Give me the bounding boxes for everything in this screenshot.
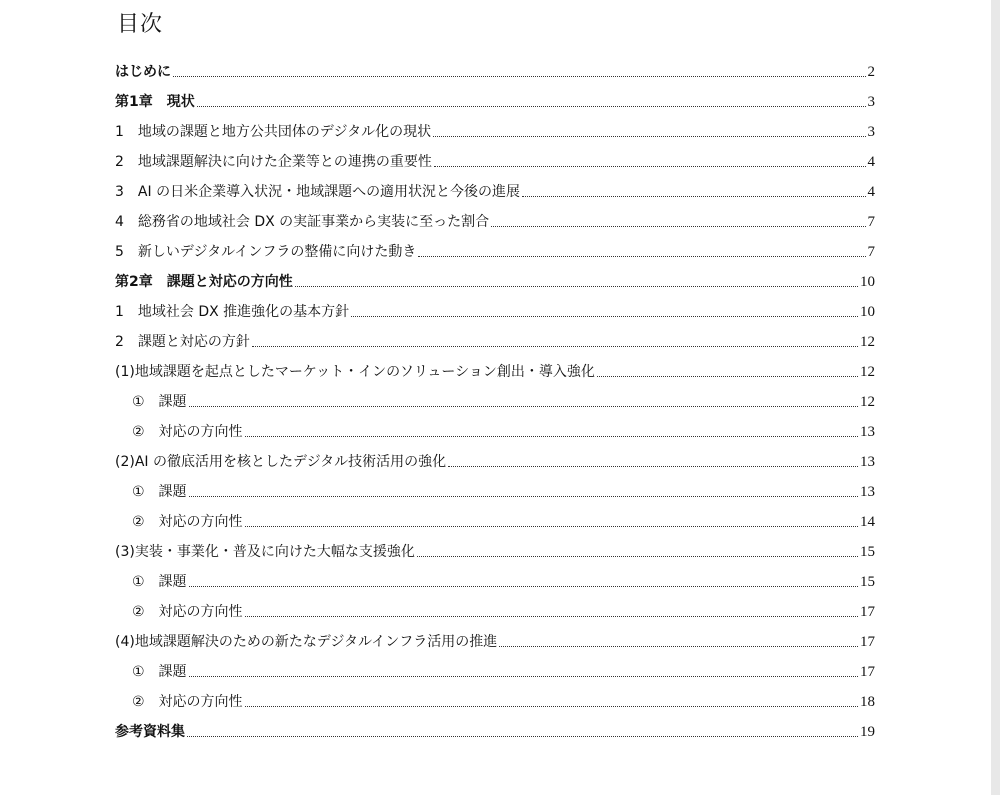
toc-page-number: 12 [860,334,875,350]
dot-leader [189,496,858,497]
toc-page-number: 17 [860,634,875,650]
toc-entry-label: はじめに [115,64,171,80]
toc-page-number: 13 [860,424,875,440]
toc-entry-label: ① 課題 [132,394,187,410]
dot-leader [187,736,858,737]
dot-leader [491,226,865,227]
toc-entry-label: ② 対応の方向性 [132,604,243,620]
dot-leader [197,106,866,107]
toc-entry-2-2-3-a[interactable] [132,571,875,591]
toc-page-number: 12 [860,394,875,410]
toc-entry-introduction[interactable] [115,61,875,81]
toc-entry-1-2[interactable] [115,151,875,171]
toc-entry-label: ② 対応の方向性 [132,514,243,530]
toc-entry-label: 2 課題と対応の方針 [115,334,250,350]
toc-entry-2-2-4-b[interactable] [132,691,875,711]
toc-page-number: 10 [860,304,875,320]
toc-entry-label: (2)AI の徹底活用を核としたデジタル技術活用の強化 [115,454,447,470]
dot-leader [189,406,858,407]
dot-leader [245,616,858,617]
toc-page-number: 15 [860,574,875,590]
toc-entry-label: 第1章 現状 [115,94,195,110]
toc-entry-2-2-4-a[interactable] [132,661,875,681]
toc-entry-label: 第2章 課題と対応の方向性 [115,274,293,290]
toc-entry-chapter-2[interactable] [115,271,875,291]
dot-leader [189,586,858,587]
toc-page-number: 2 [867,64,875,80]
toc-page-number: 19 [860,724,875,740]
dot-leader [295,286,858,287]
toc-entry-label: 5 新しいデジタルインフラの整備に向けた動き [115,244,417,260]
toc-page-number: 14 [860,514,875,530]
toc-page-number: 13 [860,484,875,500]
toc-page-number: 4 [867,184,875,200]
dot-leader [245,436,858,437]
toc-page-number: 7 [867,244,875,260]
dot-leader [418,256,865,257]
toc-page-number: 4 [867,154,875,170]
toc-page-number: 17 [860,604,875,620]
toc-entry-2-2-3[interactable] [115,541,875,561]
toc-entry-2-2-4[interactable] [115,631,875,651]
dot-leader [433,136,865,137]
toc-entry-label: 3 AI の日米企業導入状況・地域課題への適用状況と今後の進展 [115,184,521,200]
toc-entry-label: 2 地域課題解決に向けた企業等との連携の重要性 [115,154,432,170]
toc-entry-label: (3)実装・事業化・普及に向けた大幅な支援強化 [115,544,415,560]
toc-entry-2-2-3-b[interactable] [132,601,875,621]
scrollbar-track[interactable] [991,0,1000,795]
toc-entry-label: ② 対応の方向性 [132,424,243,440]
toc-entry-label: 4 総務省の地域社会 DX の実証事業から実装に至った割合 [115,214,490,230]
toc-entry-2-2-2-b[interactable] [132,511,875,531]
toc-entry-2-2-1-b[interactable] [132,421,875,441]
toc-page-number: 15 [860,544,875,560]
toc-entry-2-2-1-a[interactable] [132,391,875,411]
dot-leader [499,646,858,647]
toc-page-number: 18 [860,694,875,710]
toc-page-number: 3 [867,124,875,140]
dot-leader [173,76,866,77]
toc-entry-appendix[interactable] [115,721,875,741]
toc-entry-label: 1 地域の課題と地方公共団体のデジタル化の現状 [115,124,432,140]
toc-entry-label: (1)地域課題を起点としたマーケット・インのソリューション創出・導入強化 [115,364,595,380]
toc-entry-label: ① 課題 [132,484,187,500]
toc-entry-2-1[interactable] [115,301,875,321]
toc-entry-2-2[interactable] [115,331,875,351]
dot-leader [417,556,858,557]
toc-entry-label: ① 課題 [132,574,187,590]
toc-entry-1-1[interactable] [115,121,875,141]
dot-leader [252,346,858,347]
toc-entry-label: (4)地域課題解決のための新たなデジタルインフラ活用の推進 [115,634,498,650]
dot-leader [434,166,866,167]
toc-entry-2-2-2-a[interactable] [132,481,875,501]
toc-page-number: 17 [860,664,875,680]
toc-entry-label: 1 地域社会 DX 推進強化の基本方針 [115,304,350,320]
dot-leader [245,526,858,527]
dot-leader [245,706,858,707]
toc-entry-label: ① 課題 [132,664,187,680]
toc-page-number: 7 [867,214,875,230]
toc-entry-chapter-1[interactable] [115,91,875,111]
toc-entry-label: ② 対応の方向性 [132,694,243,710]
toc-page-number: 13 [860,454,875,470]
dot-leader [448,466,858,467]
toc-entry-label: 参考資料集 [115,724,185,740]
toc-entry-2-2-1[interactable] [115,361,875,381]
dot-leader [351,316,858,317]
dot-leader [189,676,858,677]
toc-entry-2-2-2[interactable] [115,451,875,471]
toc-page-number: 10 [860,274,875,290]
dot-leader [522,196,865,197]
toc-entry-1-3[interactable] [115,181,875,201]
toc-page-number: 3 [867,94,875,110]
toc-entry-1-4[interactable] [115,211,875,231]
toc-page-number: 12 [860,364,875,380]
dot-leader [597,376,858,377]
page-title: 目次 [117,12,164,37]
toc-entry-1-5[interactable] [115,241,875,261]
